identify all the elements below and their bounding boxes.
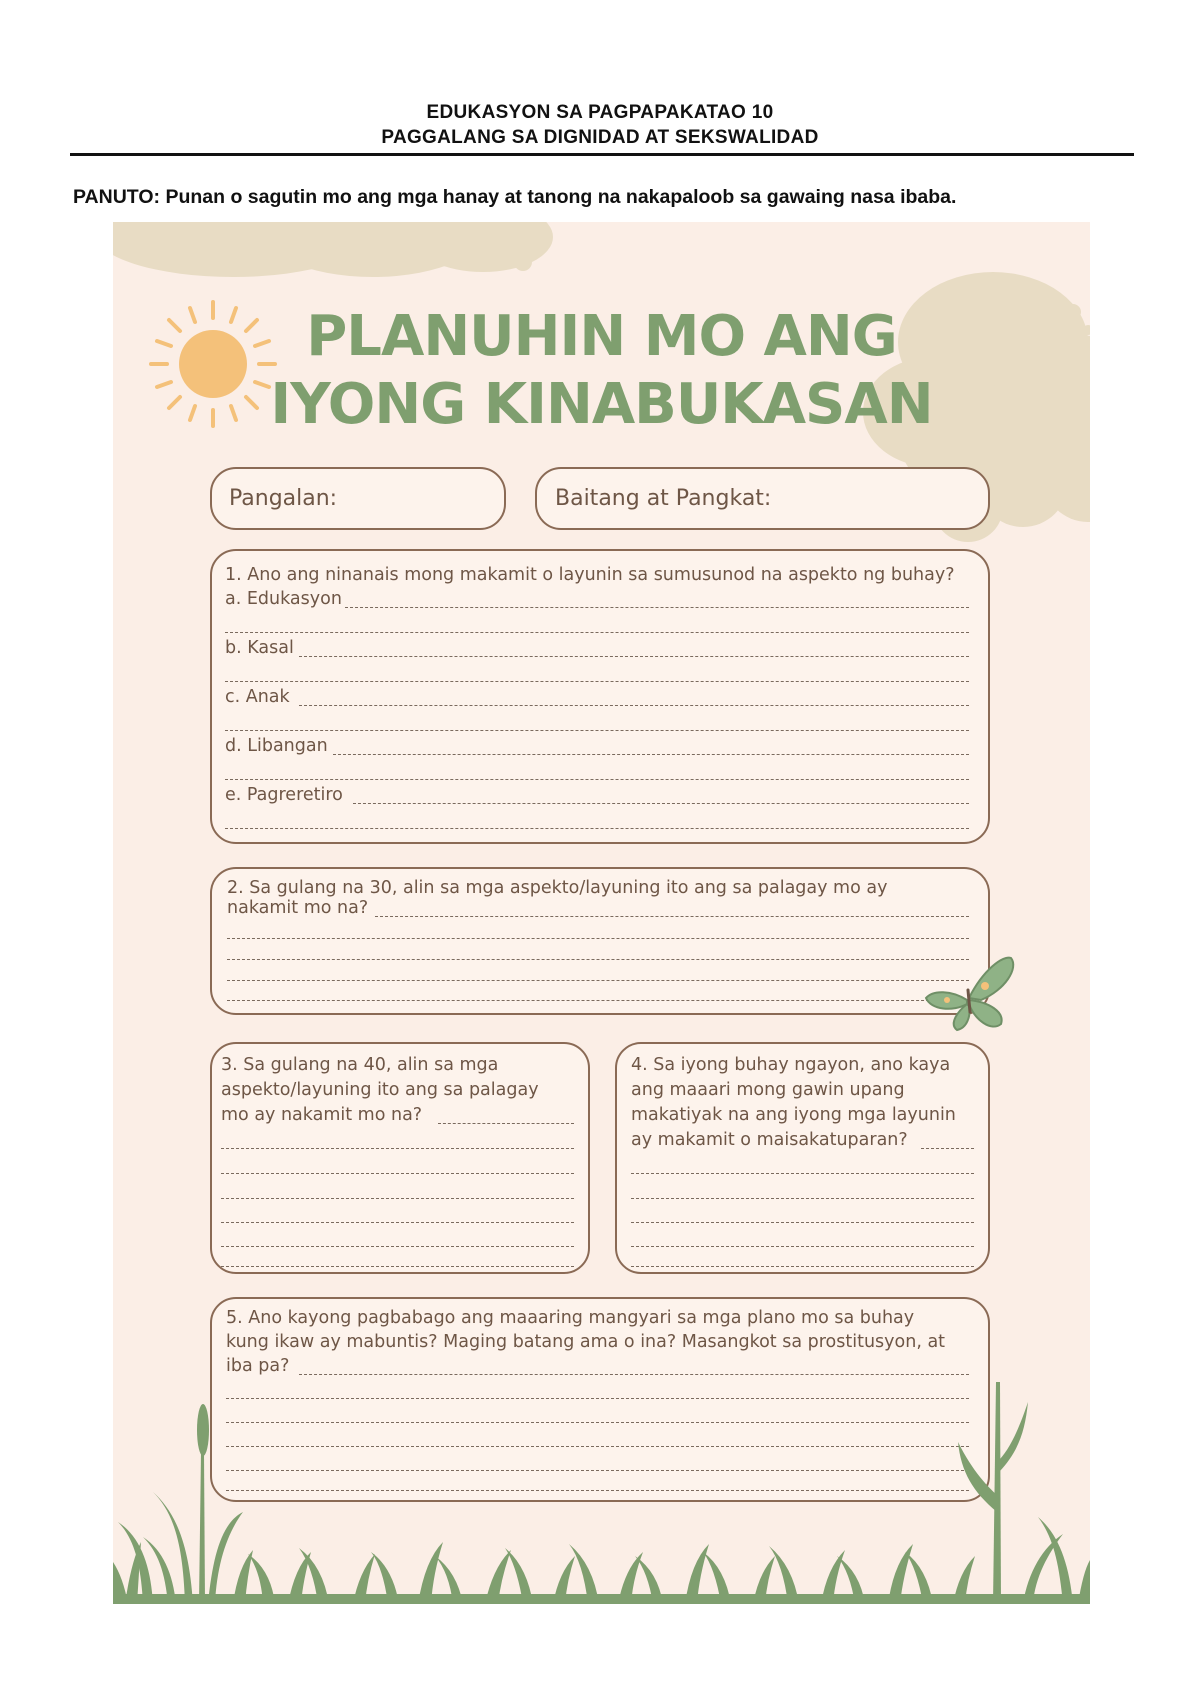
question-5-line1: 5. Ano kayong pagbabago ang maaaring mangyari sa mga plano mo sa buhay [226,1308,915,1328]
answer-line[interactable] [345,607,969,608]
answer-line[interactable] [225,828,969,829]
answer-line[interactable] [631,1198,974,1199]
butterfly-icon [923,950,1018,1032]
question-5-line2: kung ikaw ay mabuntis? Maging batang ama o ina? Masangkot sa prostitusyon, at [226,1332,946,1352]
question-4-line1: 4. Sa iyong buhay ngayon, ano kaya [631,1055,951,1075]
answer-line[interactable] [225,730,969,731]
answer-line[interactable] [375,916,969,917]
question-3-line3: mo ay nakamit mo na? [221,1105,423,1125]
answer-line[interactable] [227,980,969,981]
answer-line[interactable] [631,1246,974,1247]
q1-item-pagreretiro: e. Pagreretiro [225,785,343,805]
answer-line[interactable] [225,632,969,633]
worksheet-title-line1: PLANUHIN MO ANG [306,304,897,369]
name-label: Pangalan: [229,486,338,511]
answer-line[interactable] [438,1123,574,1124]
question-3-line2: aspekto/layuning ito ang sa palagay [221,1080,539,1100]
answer-line[interactable] [333,754,969,755]
question-5-line3: iba pa? [226,1356,290,1376]
answer-line[interactable] [221,1246,574,1247]
question-2-line1: 2. Sa gulang na 30, alin sa mga aspekto/layuning ito ang sa palagay mo ay [227,878,888,898]
answer-line[interactable] [353,803,969,804]
question-4-line2: ang maaari mong gawin upang [631,1080,905,1100]
answer-line[interactable] [221,1148,574,1149]
question-1-text: 1. Ano ang ninanais mong makamit o layunin sa sumusunod na aspekto ng buhay? [225,565,955,585]
answer-line[interactable] [221,1266,574,1267]
q1-item-kasal: b. Kasal [225,638,294,658]
question-4-line4: ay makamit o maisakatuparan? [631,1130,908,1150]
answer-line[interactable] [225,779,969,780]
answer-line[interactable] [921,1148,974,1149]
instructions-text: PANUTO: Punan o sagutin mo ang mga hanay at tanong na nakapaloob sa gawaing nasa ibaba. [73,186,957,208]
q1-item-libangan: d. Libangan [225,736,328,756]
worksheet [113,222,1090,1604]
question-4-box [615,1042,990,1274]
grade-section-label: Baitang at Pangkat: [555,486,772,511]
q1-item-edukasyon: a. Edukasyon [225,589,342,609]
answer-line[interactable] [631,1222,974,1223]
grass-illustration [113,1322,1090,1604]
answer-line[interactable] [225,681,969,682]
answer-line[interactable] [631,1173,974,1174]
answer-line[interactable] [221,1222,574,1223]
answer-line[interactable] [221,1173,574,1174]
question-2-line2: nakamit mo na? [227,898,369,918]
header-divider [70,153,1134,156]
lesson-title: PAGGALANG SA DIGNIDAD AT SEKSWALIDAD [381,127,819,148]
question-3-line1: 3. Sa gulang na 40, alin sa mga [221,1055,499,1075]
question-3-box [210,1042,590,1274]
worksheet-title-line2: IYONG KINABUKASAN [270,372,933,437]
answer-line[interactable] [631,1266,974,1267]
answer-line[interactable] [221,1198,574,1199]
subject-title: EDUKASYON SA PAGPAPAKATAO 10 [426,102,774,123]
answer-line[interactable] [227,938,969,939]
question-4-line3: makatiyak na ang iyong mga layunin [631,1105,956,1125]
answer-line[interactable] [227,1000,969,1001]
answer-line[interactable] [299,656,969,657]
answer-line[interactable] [299,705,969,706]
q1-item-anak: c. Anak [225,687,290,707]
answer-line[interactable] [227,959,969,960]
